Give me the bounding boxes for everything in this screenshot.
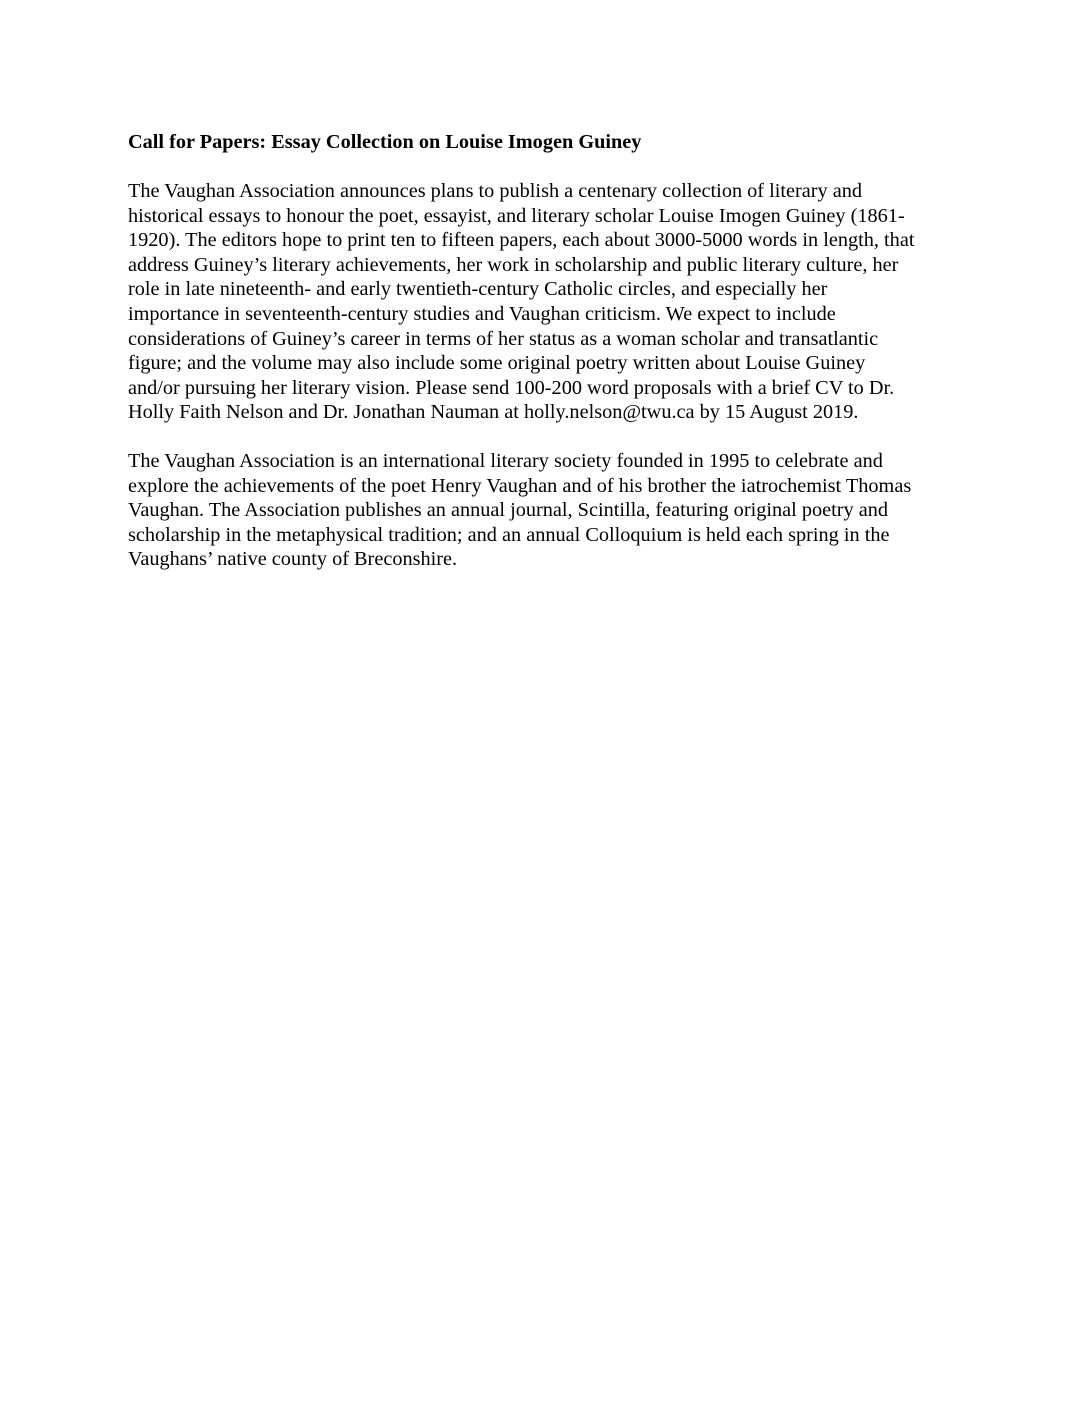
- paragraph-line: importance in seventeenth-century studies and Vaughan criticism. We expect to include: [128, 302, 836, 325]
- paragraph-line: figure; and the volume may also include some original poetry written about Louise Guiney: [128, 352, 866, 375]
- paragraph-association-description: [128, 449, 988, 572]
- paragraph-line: The Vaughan Association announces plans to publish a centenary collection of literary and: [128, 180, 863, 202]
- document-body: [128, 128, 988, 572]
- paragraph-line: historical essays to honour the poet, essayist, and literary scholar Louise Imogen Guiney (1861-: [128, 204, 905, 227]
- paragraph-line: explore the achievements of the poet Henry Vaughan and of his brother the iatrochemist Thomas: [128, 474, 912, 497]
- paragraph-line: The Vaughan Association is an international literary society founded in 1995 to celebrate and: [128, 449, 883, 472]
- paragraph-line: scholarship in the metaphysical tradition; and an annual Colloquium is held each spring in the: [128, 523, 890, 546]
- paragraph-line: considerations of Guiney’s career in terms of her status as a woman scholar and transatlantic: [128, 327, 879, 350]
- paragraph-call-for-papers: [128, 179, 988, 425]
- paragraph-line: 1920). The editors hope to print ten to fifteen papers, each about 3000-5000 words in length, that: [128, 229, 915, 252]
- paragraph-line: address Guiney’s literary achievements, her work in scholarship and public literary culture, her: [128, 253, 899, 276]
- document-title: Call for Papers: Essay Collection on Louise Imogen Guiney: [128, 131, 642, 153]
- paragraph-line: role in late nineteenth- and early twentieth-century Catholic circles, and especially her: [128, 278, 828, 301]
- paragraph-line: Vaughans’ native county of Breconshire.: [128, 548, 458, 571]
- paragraph-line: and/or pursuing her literary vision. Please send 100-200 word proposals with a brief CV to Dr.: [128, 376, 895, 399]
- paragraph-line: Holly Faith Nelson and Dr. Jonathan Nauman at holly.nelson@twu.ca by 15 August 2019.: [128, 401, 859, 424]
- paragraph-line: Vaughan. The Association publishes an annual journal, Scintilla, featuring original poetry and: [128, 499, 889, 522]
